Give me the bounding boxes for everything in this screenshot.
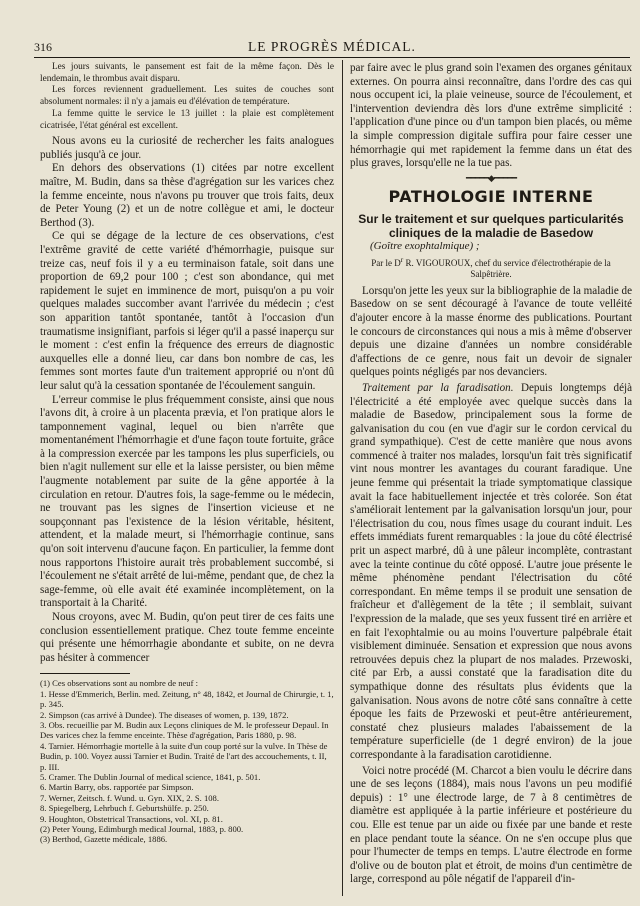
- footnote: (1) Ces observations sont au nombre de neuf :: [40, 678, 198, 689]
- column-divider: [342, 60, 343, 896]
- section-title: PATHOLOGIE INTERNE: [388, 186, 594, 206]
- journal-title: LE PROGRÈS MÉDICAL.: [248, 39, 416, 54]
- footnote: 2. Simpson (cas arrivé à Dundee). The diseases of women, p. 139, 1872.: [40, 709, 289, 720]
- paragraph: En dehors des observations (1) citées par notre excellent maître, M. Budin, dans sa thèse d'agrégation sur les varices chez la femme enceinte, nous n'avons pu trouver que trois faits, deux de Peter Young (2) et un de notre collègue et ami, le docteur Berthod (3).: [40, 162, 334, 229]
- footnote: 5. Cramer. The Dublin Journal of medical science, 1841, p. 501.: [40, 772, 261, 783]
- paragraph: Les jours suivants, le pansement est fait de la même façon. Dès le lendemain, le thrombus avait disparu.: [40, 62, 334, 84]
- paragraph: par faire avec le plus grand soin l'examen des organes génitaux externes. On pourra ainsi reconnaître, dans l'ordre des cas qui nous occupent ici, la plaie veineuse, source de l'écoulement, et l'intervention deviendra dès lors d'une extrême simplicité : l'application d'une pince ou d'un tampon bien placés, ou même la simple compression digitale suffira pour faire cesser une hémorrhagie qui met rapidement la femme dans un état des plus graves, lorsqu'elle ne la tue pas.: [350, 62, 632, 170]
- footnote: 6. Martin Barry, obs. rapportée par Simpson.: [40, 782, 194, 793]
- ornament-divider: ━━━━━◆━━━━━: [465, 172, 517, 183]
- footnote-rule: [40, 673, 130, 674]
- byline-sup: r: [400, 254, 404, 264]
- author-name: R. VIGOUROUX: [405, 257, 471, 268]
- paragraph: Ce qui se dégage de la lecture de ces observations, c'est l'extrême gravité de cette variété d'hémorrhagie, puisque sur treize cas, neuf fois il y a eu terminaison fatale, soit dans une proportion de 69,2 pour 100 ; c'est son abondance, qui met rapidement le sujet en imminence de mort, puisqu'on a pu voir quelques malades succomber avant l'arrivée du médecin ; c'est son apparition tantôt spontanée, tantôt à l'occasion d'un traumatisme insignifiant, parfois si léger qu'il a passé inaperçu sur le moment : c'est enfin la fréquence des erreurs de diagnostic auxquelles elle a donné lieu, car dans bon nombre de cas, les femmes sont mortes faute d'un traitement approprié ou n'ont dû leur salut qu'à la cessation spontanée de l'écoulement sanguin.: [40, 230, 334, 392]
- article-title: Sur le traitement et sur quelques particularités cliniques de la maladie de Basedow: [358, 211, 624, 240]
- paragraph: Lorsqu'on jette les yeux sur la bibliographie de la maladie de Basedow on se sent découragé à l'avance de toute velléité d'ajouter encore à la masse énorme des publications. Pourtant le concours de circonstances qui nous a mis à même d'observer depuis une dizaine d'années un nombre considérable d'affections de ce genre, nous fait un devoir de signaler quelques points négligés par nos devanciers.: [350, 284, 632, 379]
- footnotes: [40, 678, 334, 845]
- footnote: 8. Spiegelberg, Lehrbuch f. Geburtshülfe. p. 250.: [40, 803, 209, 814]
- footnote: 4. Tarnier. Hémorrhagie mortelle à la suite d'un coup porté sur la vulve. In Thèse de Budin, p. 100. Voyez aussi Tarnier et Budin. Traité de l'art des accouchements, t. II, p. III.: [40, 740, 328, 772]
- article-subtitle: (Goître exophtalmique) ;: [370, 239, 480, 252]
- paragraph: Les forces reviennent graduellement. Les suites de couches sont absolument normales: il n'y a jamais eu d'élévation de température.: [40, 85, 334, 108]
- header-rule: [34, 57, 630, 58]
- byline-affiliation: , chef du service d'électrothérapie de la Salpêtrière.: [470, 257, 611, 279]
- right-column: [350, 62, 632, 894]
- byline-prefix: Par le D: [371, 257, 401, 268]
- paragraph: Nous avons eu la curiosité de rechercher les faits analogues publiés jusqu'à ce jour.: [40, 135, 334, 161]
- discussion: [40, 135, 334, 665]
- paragraph: L'erreur commise le plus fréquemment consiste, ainsi que nous l'avons dit, à croire à un placenta prævia, et l'on pratique alors le tamponnement vaginal, lequel ou bien n'arrête que momentanément l'hémorrhagie et d'une façon toute fortuite, grâce à la compression exercée par les tampons les plus superficiels, ou bien n'agit nullement sur elle et la laisse persister, ou bien même l'augmente notablement par suite de la gêne apportée à la circulation en retour. D'autres fois, la sage-femme ou le médecin, ne trouvant pas les signes de l'insertion vicieuse et ne soupçonnant pas l'existence de la lésion véritable, hésitent, attendent, et la malade meurt, si l'hémorrhagie continue, sans qu'on soit intervenu d'aucune façon. En particulier, la femme dont nous rapportons l'histoire aurait très probablement succombé, si l'écoulement ne s'était arrêté de lui-même, pendant que, de chez la sage-femme, où elle avait été examinée incomplètement, on la transportait à la Charité.: [40, 393, 334, 610]
- byline: [356, 254, 626, 280]
- footnote: 7. Werner, Zeitsch. f. Wund. u. Gyn. XIX, 2. S. 108.: [40, 792, 219, 803]
- footnote: 9. Houghton, Obstetrical Transactions, vol. XI, p. 81.: [40, 813, 223, 824]
- subsection-lead: Traitement par la faradisation.: [362, 381, 514, 394]
- paragraph: Nous croyons, avec M. Budin, qu'on peut tirer de ces faits une conclusion essentiellement pratique. Chez toute femme enceinte qui présente une hémorrhagie abondante et subite, on ne devra pas hésiter à commencer: [40, 611, 334, 664]
- footnote: (2) Peter Young, Edimburgh medical Journal, 1883, p. 800.: [40, 824, 244, 835]
- page-number: 316: [34, 40, 52, 54]
- paragraph: [350, 382, 632, 763]
- page-header: [34, 38, 630, 56]
- left-column: [40, 62, 334, 894]
- footnote: 1. Hesse d'Emmerich, Berlin. med. Zeitung, n° 48, 1842, et Journal de Chirurgie, t. 1, p. 345.: [40, 688, 334, 710]
- footnote: (3) Berthod, Gazette médicale, 1886.: [40, 834, 168, 845]
- footnote: 3. Obs. recueillie par M. Budin aux Leçons cliniques de M. le professeur Depaul. In Des varices chez la femme enceinte. Thèse d'agrégation, Paris 1880, p. 98.: [40, 720, 329, 741]
- paragraph-text: Depuis longtemps déjà l'électricité a été employée avec quelque succès dans la maladie de Basedow, principalement sous la forme de galvanisation du cou (en vue d'agir sur le cordon cervical du grand sympathique). C'est de cette manière que nous avons commencé à traiter nos malades, lorsqu'un fait très significatif vint nous montrer les avantages du courant faradique. Une jeune femme qui présentait la triade symptomatique classique avait la face habituellement injectée et très colorée. Son état s'améliorait lentement par la galvanisation lorsqu'un jour, pour l'électrisation du cou, nous fîmes usage du courant induit. Les effets immédiats furent remarquables : la joue du côté électrisé prit un aspect marbré, dû à une pâleur incomplète, contrastant avec la teinte continue du côté opposé. L'autre joue présente le même phénomène pendant l'électrisation du côté correspondant. En même temps il se produit une sensation de fraîcheur et d'allègement de la tête ; il semblait, suivant l'expression de la malade, que ses yeux fussent tiré en arrière et en fait l'exophtalmie ou au moins l'ouverture palpébrale était visiblement diminuée. Sensation et expression que nous avons retrouvées depuis chez la plupart de nos malades. Przewoski, cité par Erb, a aussi constaté que la faradisation dite du sympathique donne des résultats plus évidents que la galvanisation. Nous avons de notre côté sans connaître à cette époque les faits de Przewoski et peut-être antérieurement, constaté chez plusieurs malades l'abaissement de la température superficielle (de 1 degré environ) de la joue correspondante à la faradisation carotidienne.: [350, 381, 632, 761]
- paragraph: La femme quitte le service le 13 juillet : la plaie est complètement cicatrisée, l'état général est excellent.: [40, 108, 334, 131]
- paragraph: Voici notre procédé (M. Charcot a bien voulu le décrire dans une de ses leçons (1884), mais nous l'avons un peu modifié depuis) : 1° une électrode large, de 7 à 8 centimètres de diamètre est appliquée à la partie inférieure et postérieure du cou. Elle est tenue par un aide ou fixée par une bande et reste en place pendant toute la séance. On ne s'en occupe plus que pour l'humecter de temps en temps. L'autre électrode en forme d'olive ou de bouton plat et étroit, de moins d'un centimètre de large, correspond au pôle négatif de l'appareil d'in-: [350, 764, 632, 886]
- case-report-end: [40, 62, 334, 132]
